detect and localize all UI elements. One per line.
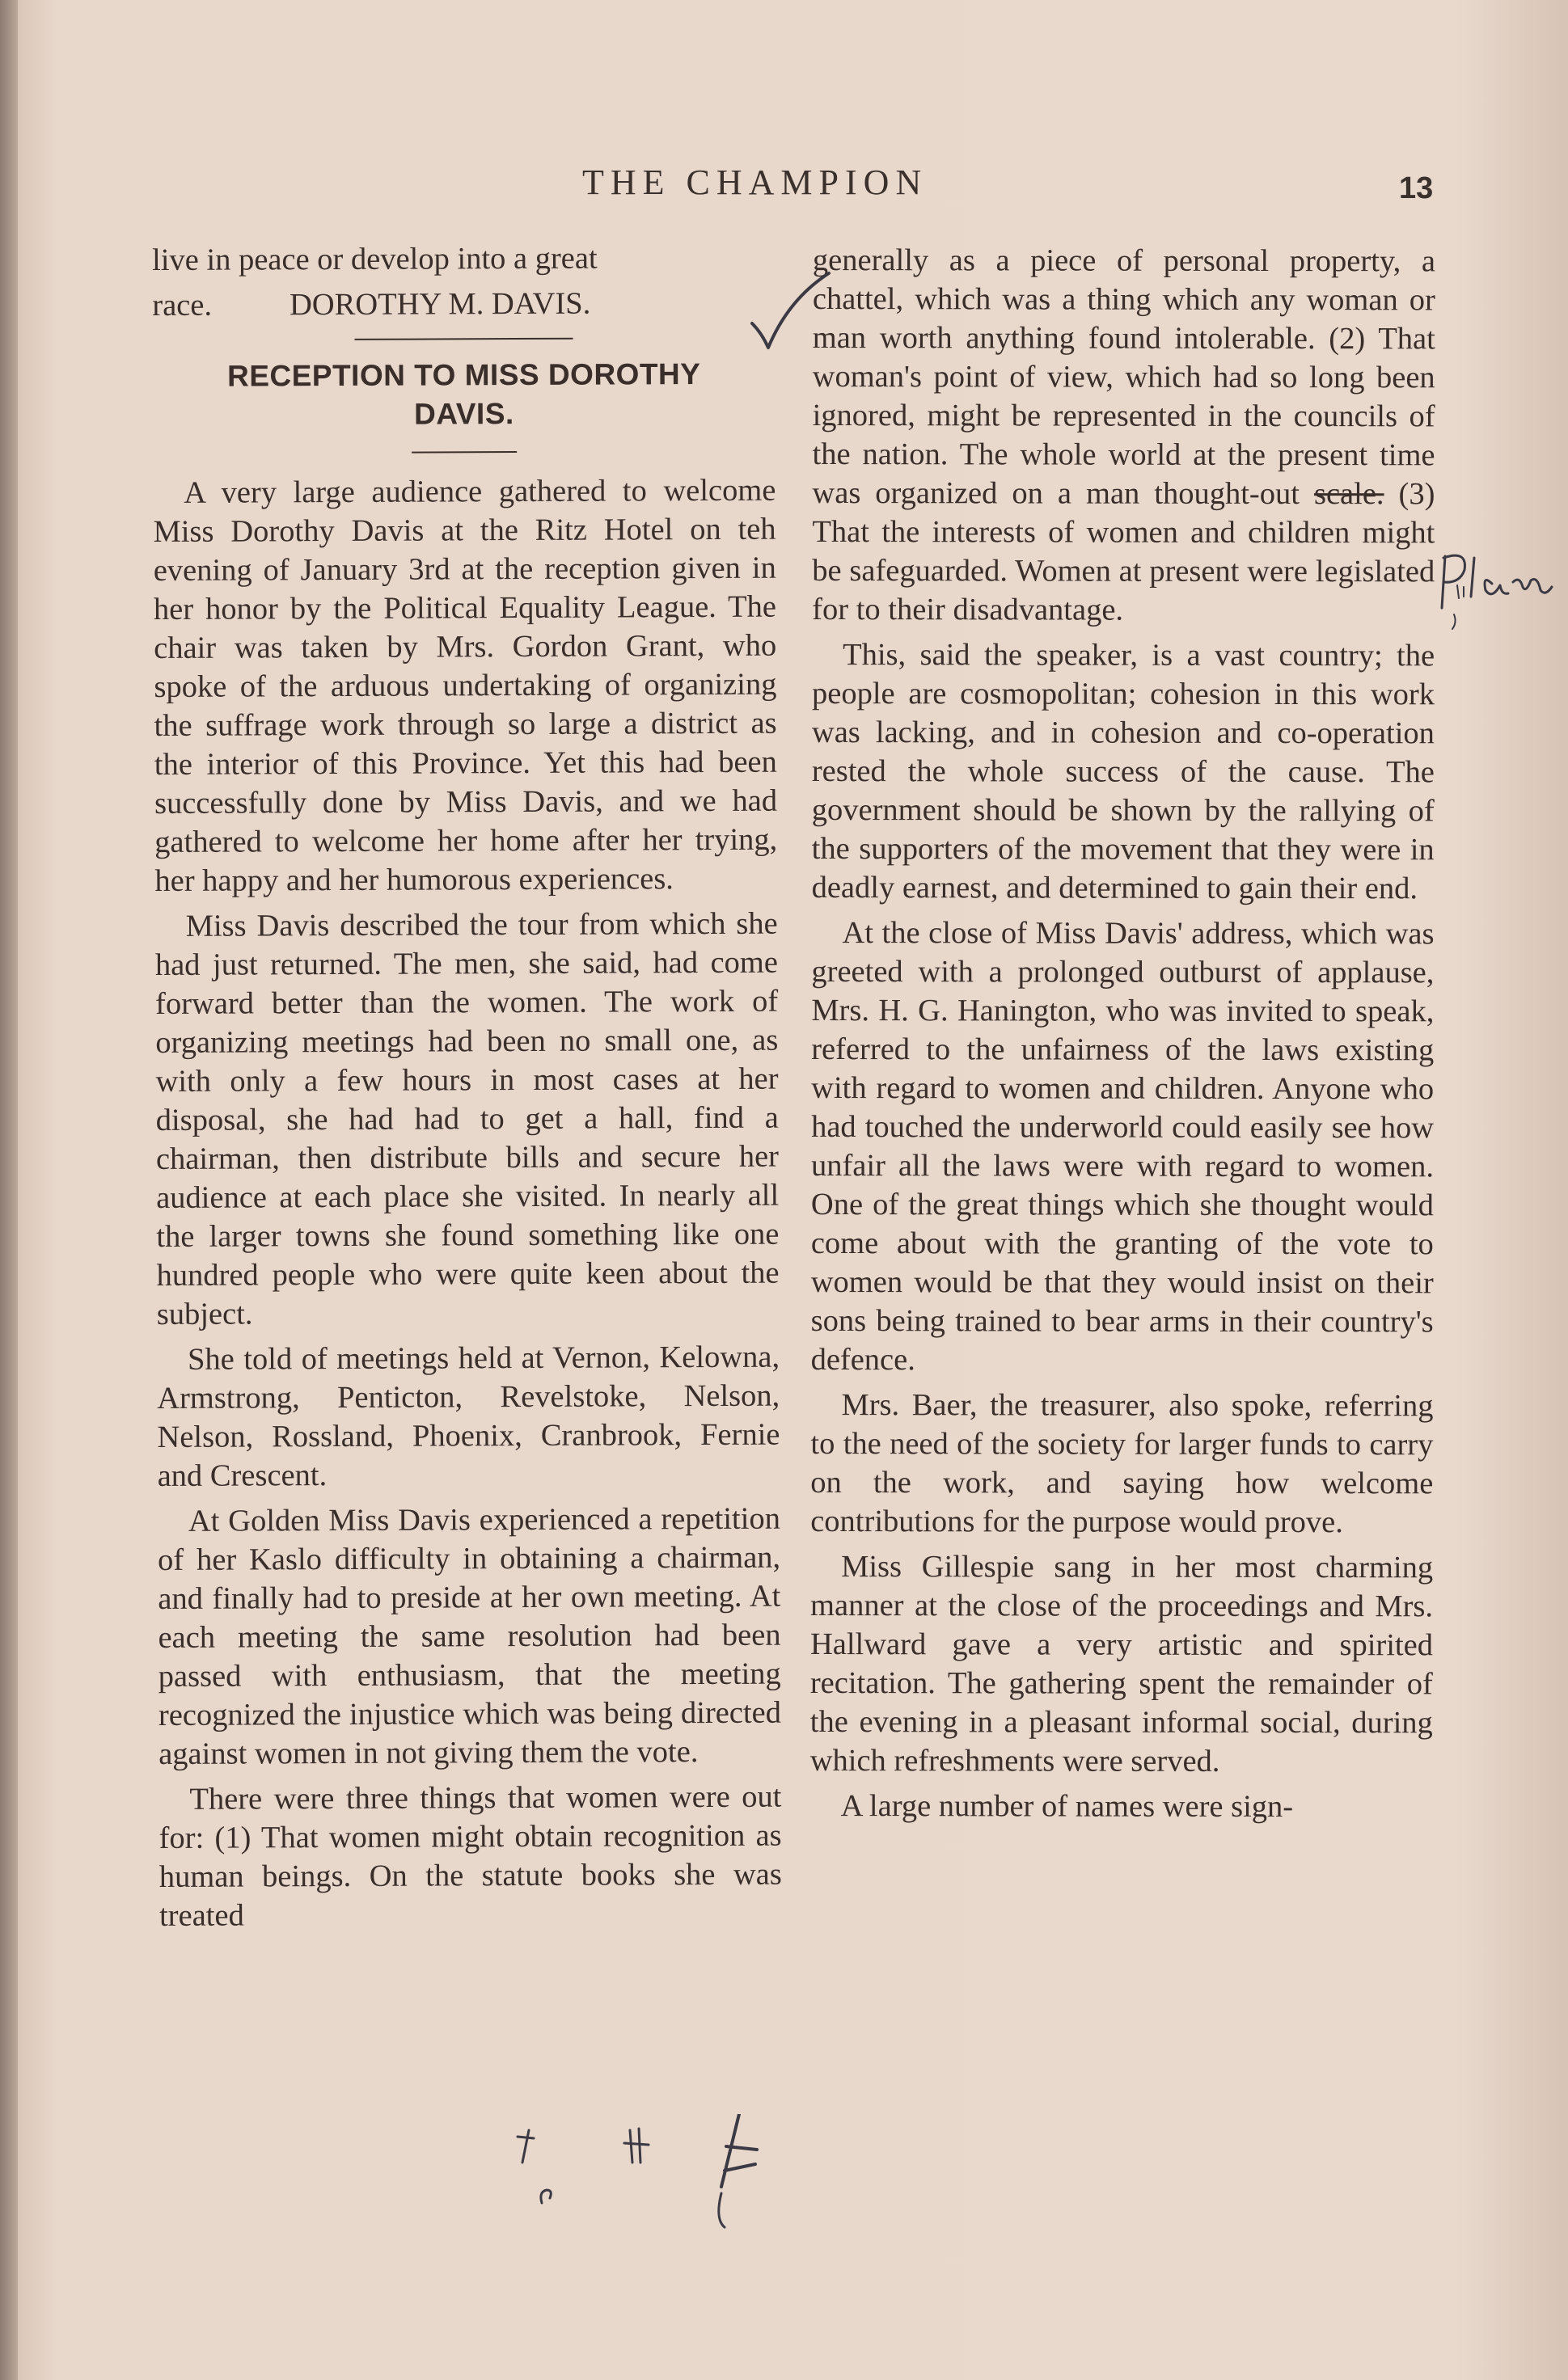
paragraph: There were three things that women were out for: (1) That women might obtain recognition as human beings. On the statute books she was treated <box>158 1779 782 1933</box>
article-heading-line-2: DAVIS. <box>414 397 514 431</box>
paragraph: Miss Davis described the tour from which she had just returned. The men, she said, had come forward better than the women. The work of organizing meetings had been no small one, as with only a few hours in most cases at her disposal, she had had to get a hall, find a chairman, then distribute bills and secure her audience at each place she visited. In nearly all the larger towns she found something like one hundred people who were quite keen about the subject. <box>154 906 780 1331</box>
paragraph: Mrs. Baer, the treasurer, also spoke, referring to the need of the society for larger funds to carry on the work, and saying how welcome contributions for the purpose would prove. <box>810 1388 1434 1540</box>
paragraph-text: generally as a piece of personal property, a chattel, which was a thing which any woman or man worth anything found intolerable. (2) That woman's point of view, which had so long been ignored, might be represented in the councils of the nation. The whole world at the present time was organized on a man thought-out <box>812 243 1435 512</box>
heading-rule <box>412 451 517 454</box>
journal-title: THE CHAMPION <box>582 162 928 202</box>
pencil-mark <box>1446 582 1470 631</box>
continuation-line-1: live in peace or develop into a great <box>152 241 598 277</box>
paragraph: A very large audience gathered to welcome Miss Dorothy Davis at the Ritz Hotel on teh evening of January 3rd at the reception given in her honor by the Political Equality League. The chair was taken by Mrs. Gordon Grant, who spoke of the arduous undertaking of organizing the suffrage work through so large a district as the interior of this Province. Yet this had been successfully done by Miss Davis, and we had gathered to welcome her home after her trying, her happy and her humorous experiences. <box>153 473 778 898</box>
running-head <box>0 162 1568 210</box>
checkmark-icon <box>744 267 833 356</box>
article-heading <box>153 355 776 435</box>
page-binding-edge <box>0 0 18 2380</box>
page-number: 13 <box>1399 171 1434 205</box>
paragraph: At Golden Miss Davis experienced a repetition of her Kaslo difficulty in obtaining a chairman, and finally had to preside at her own meeting. At each meeting the same resolution had been passed with enthusiasm, that the meeting recognized the injustice which was being directed against women in not giving them the vote. <box>158 1501 782 1771</box>
correction-mark <box>513 2114 771 2235</box>
paragraph: She told of meetings held at Vernon, Kelowna, Armstrong, Penticton, Revelstoke, Nelson, Nelson, Rossland, Phoenix, Cranbrook, Fernie and Crescent. <box>157 1340 780 1493</box>
article-heading-line-1: RECEPTION TO MISS DOROTHY <box>226 357 701 393</box>
paragraph <box>812 241 1435 630</box>
right-column <box>810 241 1435 1833</box>
continuation-line-2: race. <box>152 288 213 323</box>
left-column <box>152 238 782 1942</box>
paragraph: At the close of Miss Davis' address, which was greeted with a prolonged outburst of applause, Mrs. H. G. Hanington, who was invited to speak, referred to the unfairness of the laws existing with regard to women and children. Anyone who had touched the underworld could easily see how unfair all the laws were with regard to women. One of the great things which she thought would come about with the granting of the vote to women would be that they would insist on their sons being trained to bear arms in their country's defence. <box>810 916 1435 1378</box>
paragraph: A large number of names were sign- <box>840 1789 1294 1825</box>
paragraph: Miss Gillespie sang in her most charming manner at the close of the proceedings and Mrs. Hallward gave a very artistic and spirited recitation. The gathering spent the remainder of the evening in a pleasant informal social, during which refreshments were served. <box>809 1550 1434 1779</box>
section-divider <box>355 338 573 340</box>
struck-word: scale. <box>1313 477 1384 512</box>
author-signature: DOROTHY M. DAVIS. <box>289 286 591 323</box>
signature-line <box>152 284 775 325</box>
paragraph: This, said the speaker, is a vast country; the people are cosmopolitan; cohesion in this work was lacking, and in cohesion and co-operation rested the whole success of the cause. The government should be shown by the rallying of the supporters of the movement that they were in deadly earnest, and determined to gain their end. <box>811 638 1435 906</box>
paragraph-text: (3) That the interests of women and children might be safeguarded. Women at present were legislated for to their disadvantage. <box>812 477 1435 627</box>
